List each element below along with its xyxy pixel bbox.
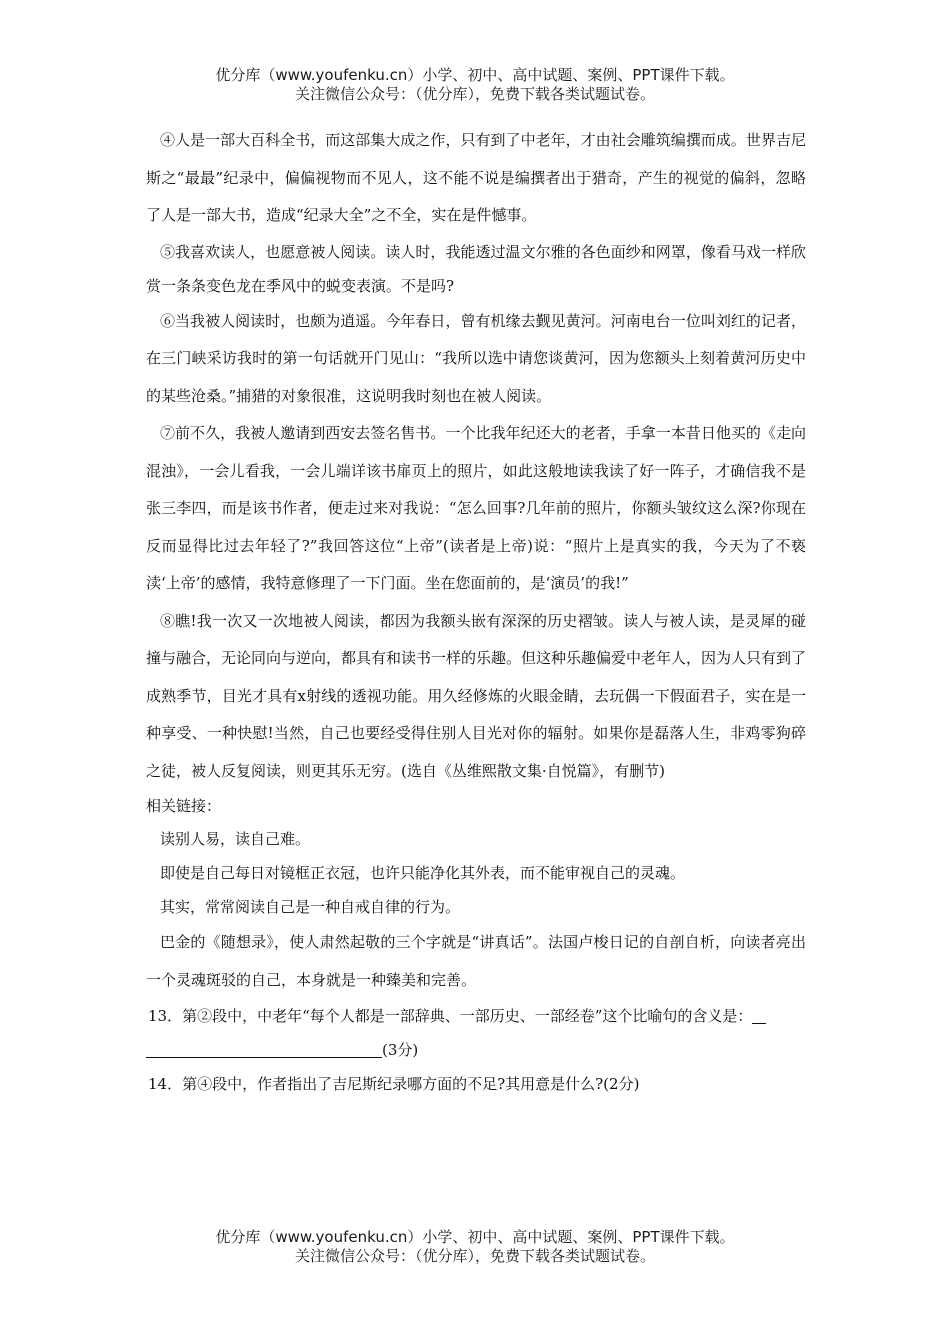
question-13: [146, 999, 806, 1033]
related-line-2: 即使是自己每日对镜框正衣冠，也许只能净化其外表，而不能审视自己的灵魂。: [160, 864, 686, 882]
related-links-label: 相关链接：: [146, 797, 222, 815]
paragraph-4: ④人是一部大百科全书，而这部集大成之作，只有到了中老年，才由社会雕筑编撰而成。世界吉尼斯之“最最”纪录中，偏偏视物而不见人，这不能不说是编撰者出于猎奇，产生的视觉的偏斜，忽略了人是一部大书，造成“纪录大全”之不全，实在是件憾事。: [146, 131, 806, 224]
page-footer: [0, 1228, 950, 1266]
paragraph-6: ⑥当我被人阅读时，也颇为逍遥。今年春日，曾有机缘去觐见黄河。河南电台一位叫刘红的记者，在三门峡采访我时的第一句话就开门见山：“我所以选中请您谈黄河，因为您额头上刻着黄河历史中的某些沧桑。”捕猎的对象很准，这说明我时刻也在被人阅读。: [146, 311, 806, 405]
answer-blank-13a[interactable]: [752, 1003, 766, 1024]
related-line-1: 读别人易，读自己难。: [160, 830, 311, 848]
paragraph-7: ⑦前不久，我被人邀请到西安去签名售书。一个比我年纪还大的老者，手拿一本昔日他买的《走向混浊》，一会儿看我，一会儿端详该书扉页上的照片，如此这般地读我读了好一阵子，才确信我不是张三李四，而是该书作者，便走过来对我说：“怎么回事?几年前的照片，你额头皱纹这么深?你现在反而显得比过去年轻了?”我回答这位“上帝”(读者是上帝)说：“照片上是真实的我，今天为了不亵渎‘上帝’的感情，我特意修理了一下门面。坐在您面前的，是‘演员’的我!”: [146, 424, 806, 592]
article-body: [146, 122, 806, 1101]
answer-blank-13[interactable]: [146, 1037, 382, 1058]
footer-line-1: 优分库（www.youfenku.cn）小学、初中、高中试题、案例、PPT课件下载。: [215, 1228, 735, 1246]
question-14: 14．第④段中，作者指出了吉尼斯纪录哪方面的不足?其用意是什么?(2分): [148, 1075, 640, 1093]
question-13-answer-line: [146, 1033, 806, 1067]
page-header: [0, 66, 950, 104]
question-13-text: 13．第②段中，中老年“每个人都是一部辞典、一部历史、一部经卷”这个比喻句的含义是：: [148, 1007, 753, 1025]
header-line-2: 关注微信公众号：（优分库），免费下载各类试题试卷。: [294, 85, 655, 103]
header-line-1: 优分库（www.youfenku.cn）小学、初中、高中试题、案例、PPT课件下载。: [215, 66, 735, 84]
question-13-score: (3分): [382, 1041, 419, 1059]
related-line-3: 其实，常常阅读自己是一种自戒自律的行为。: [160, 898, 461, 916]
paragraph-8: ⑧瞧!我一次又一次地被人阅读，都因为我额头嵌有深深的历史褶皱。读人与被人读，是灵犀的碰撞与融合，无论同向与逆向，都具有和读书一样的乐趣。但这种乐趣偏爱中老年人，因为人只有到了成熟季节，目光才具有x射线的透视功能。用久经修炼的火眼金睛，去玩偶一下假面君子，实在是一种享受、一种快慰!当然，自己也要经受得住别人目光对你的辐射。如果你是磊落人生，非鸡零狗碎之徒，被人反复阅读，则更其乐无穷。(选自《丛维熙散文集·自悦篇》，有删节): [146, 611, 807, 780]
footer-line-2: 关注微信公众号：（优分库），免费下载各类试题试卷。: [294, 1247, 655, 1265]
paragraph-5: ⑤我喜欢读人，也愿意被人阅读。读人时，我能透过温文尔雅的各色面纱和网罩，像看马戏一样欣赏一条条变色龙在季风中的蜕变表演。不是吗?: [146, 242, 806, 295]
related-line-4: 巴金的《随想录》，使人肃然起敬的三个字就是“讲真话”。法国卢梭日记的自剖自析，向读者亮出一个灵魂斑驳的自己，本身就是一种臻美和完善。: [146, 933, 806, 989]
